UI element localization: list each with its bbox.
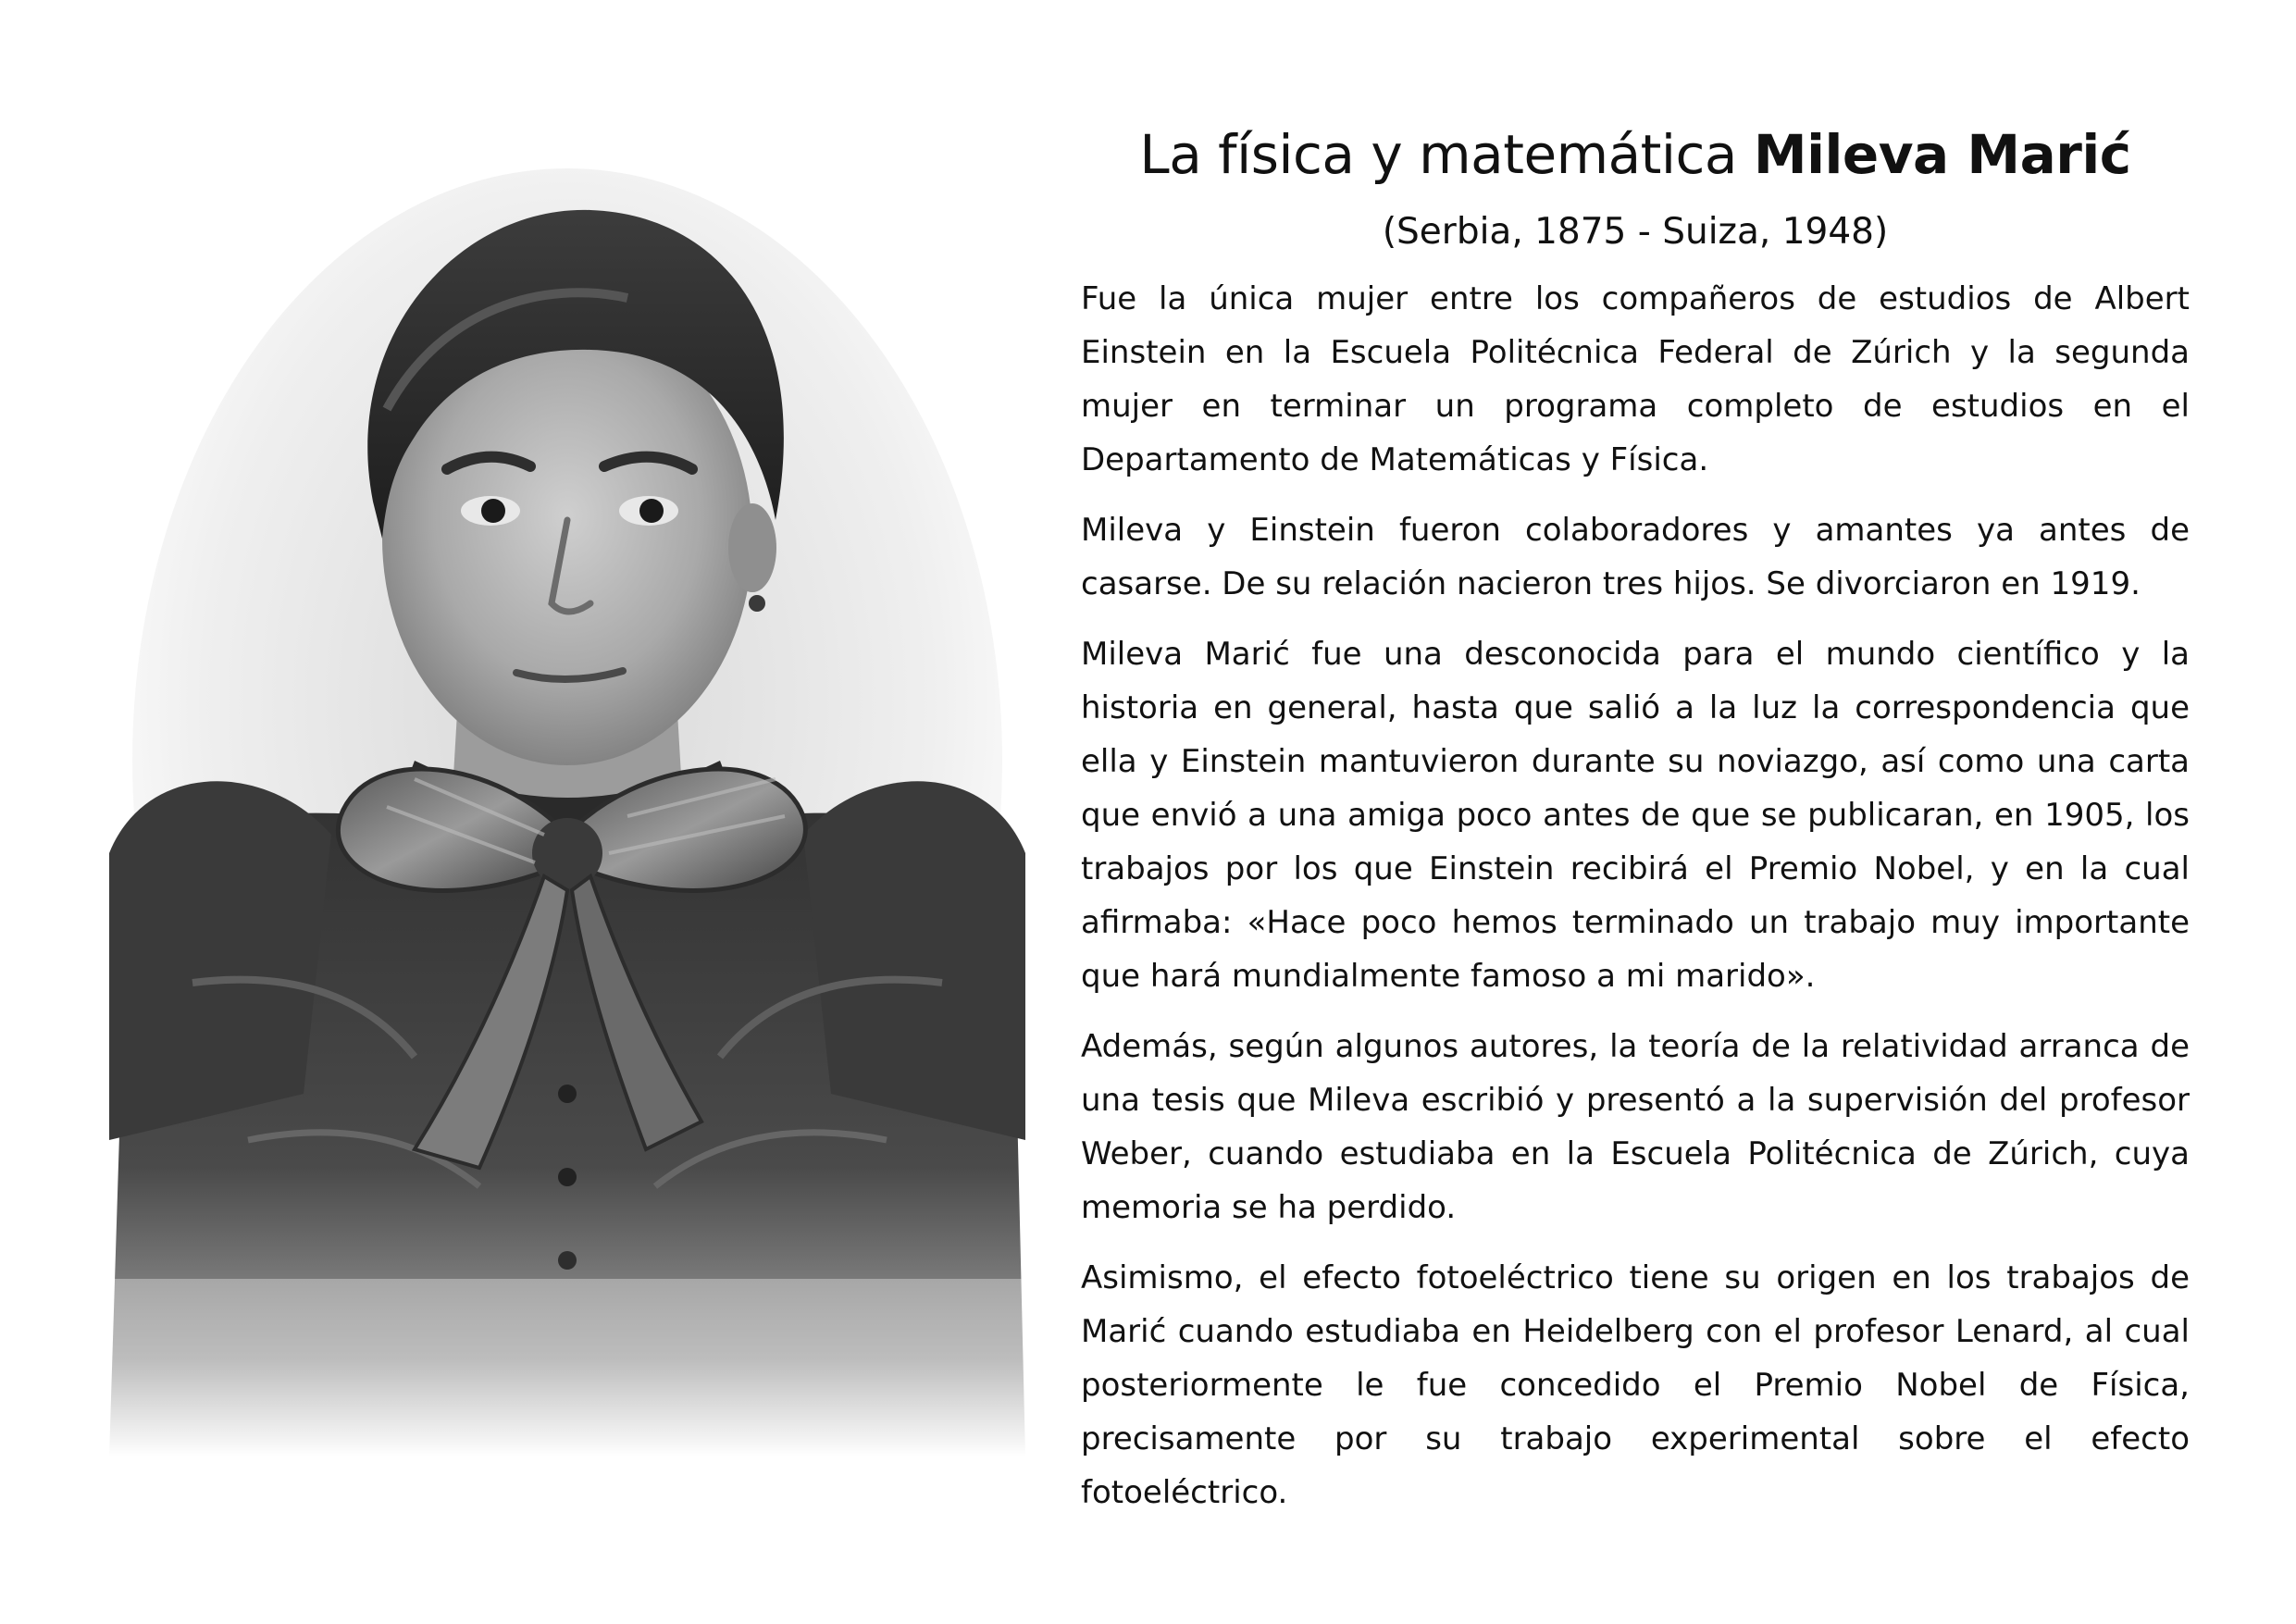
biography-text — [1081, 120, 2190, 1536]
woman-portrait-photo-icon — [109, 168, 1025, 1457]
portrait-photo — [109, 168, 1025, 1457]
title-prefix: La física y matemática — [1139, 123, 1754, 186]
paragraph-1: Fue la única mujer entre los compañeros de estudios de Albert Einstein en la Escuela Politécnica Federal de Zúrich y la segunda mujer en terminar un programa completo de estudios en el Departamento de Matemáticas y Física. — [1081, 280, 2190, 479]
paragraph-4: Además, según algunos autores, la teoría de la relatividad arranca de una tesis que Mileva escribió y presentó a la supervisión del profesor Weber, cuando estudiaba en la Escuela Politécnica de Zúrich, cuya memoria se ha perdido. — [1081, 1028, 2190, 1227]
paragraph-2: Mileva y Einstein fueron colaboradores y amantes ya antes de casarse. De su relación nacieron tres hijos. Se divorciaron en 1919. — [1081, 512, 2190, 603]
paragraph-3: Mileva Marić fue una desconocida para el mundo científico y la historia en general, hasta que salió a la luz la correspondencia que ella y Einstein mantuvieron durante su noviazgo, así como una carta que envió a una amiga poco antes de que se publicaran, en 1905, los trabajos por los que Einstein recibirá el Premio Nobel, y en la cual afirmaba: «Hace poco hemos terminado un trabajo muy importante que hará mundialmente famoso a mi marido». — [1081, 636, 2190, 996]
title-name: Mileva Marić — [1753, 123, 2131, 186]
page-title — [1081, 120, 2190, 190]
paragraph-5: Asimismo, el efecto fotoeléctrico tiene su origen en los trabajos de Marić cuando estudiaba en Heidelberg con el profesor Lenard, al cual posteriormente le fue concedido el Premio Nobel de Física, precisamente por su trabajo experimental sobre el efecto fotoeléctrico. — [1081, 1259, 2190, 1512]
subtitle: (Serbia, 1875 - Suiza, 1948) — [1382, 211, 1889, 254]
